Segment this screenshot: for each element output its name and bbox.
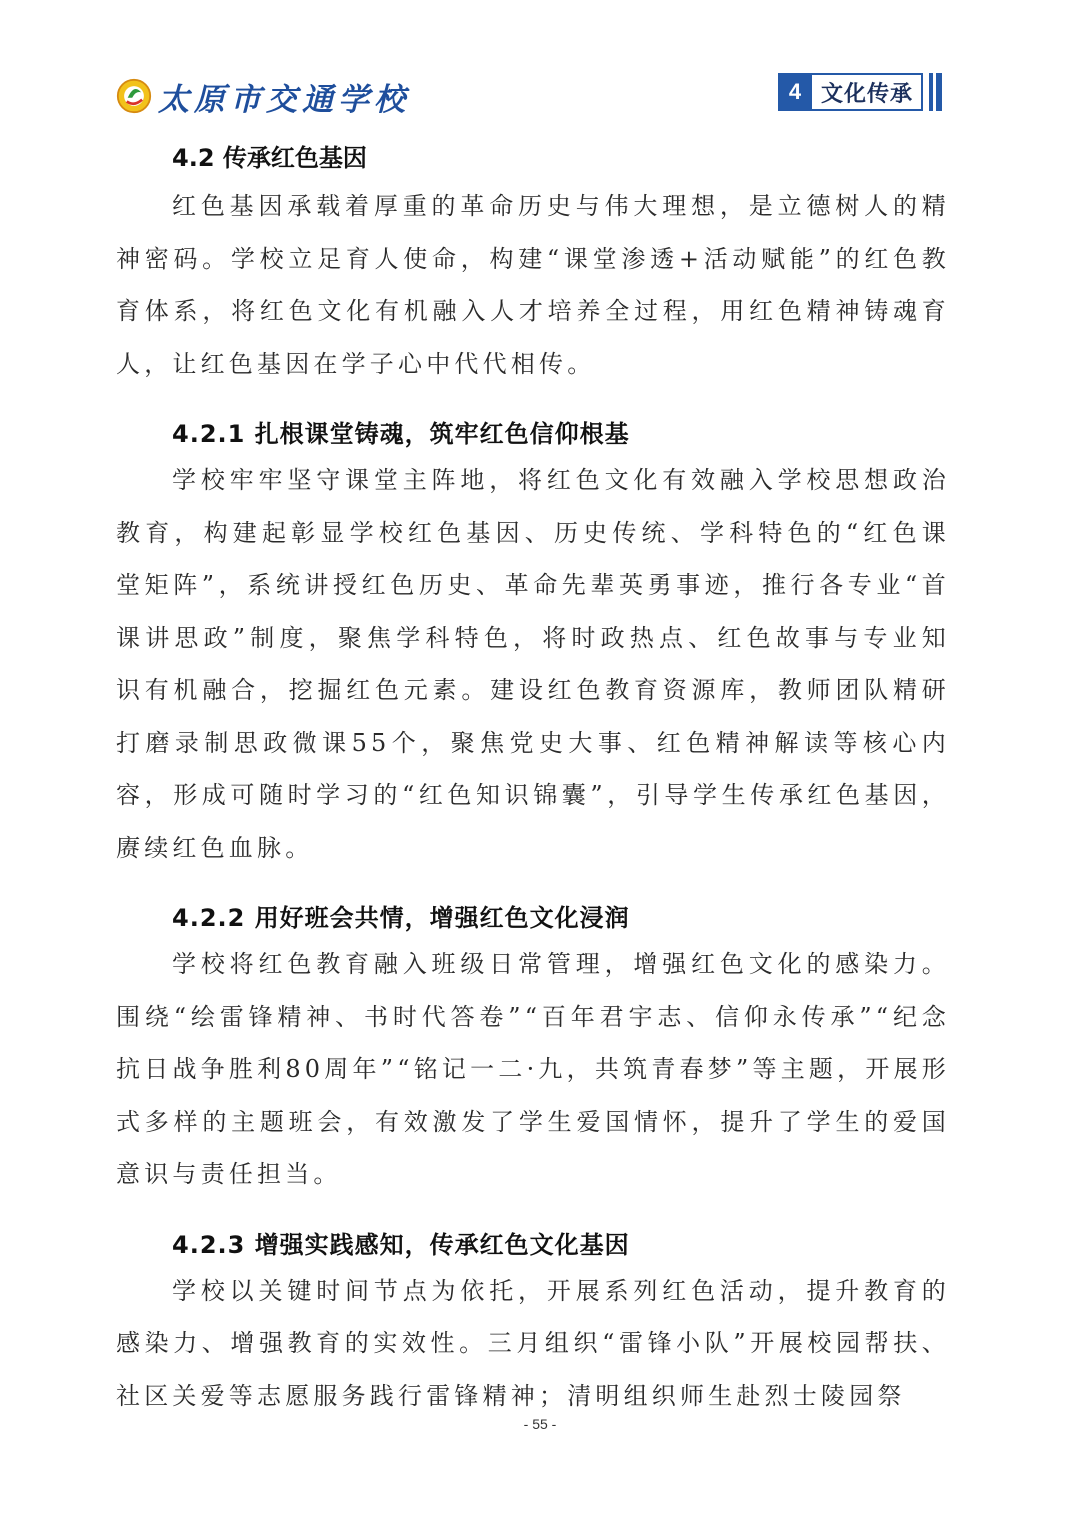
- section-paragraph: 学校以关键时间节点为依托，开展系列红色活动，提升教育的感染力、增强教育的实效性。三月组织“雷锋小队”开展校园帮扶、社区关爱等志愿服务践行雷锋精神；清明组织师生赴烈士陵园祭: [116, 1276, 950, 1410]
- chapter-tag: [778, 73, 942, 111]
- chapter-bar: [929, 73, 933, 111]
- chapter-bar: [936, 73, 942, 111]
- chapter-number: 4: [778, 73, 812, 111]
- subsection-heading: 4.2.2 用好班会共情，增强红色文化浸润: [172, 904, 630, 932]
- section-paragraph: 学校牢牢坚守课堂主阵地，将红色文化有效融入学校思想政治教育，构建起彰显学校红色基因、历史传统、学科特色的“红色课堂矩阵”，系统讲授红色历史、革命先辈英勇事迹，推行各专业“首课讲思政”制度，聚焦学科特色，将时政热点、红色故事与专业知识有机融合，挖掘红色元素。建设红色教育资源库，教师团队精研打磨录制思政微课55个，聚焦党史大事、红色精神解读等核心内容，形成可随时学习的“红色知识锦囊”，引导学生传承红色基因，赓续红色血脉。: [116, 466, 950, 862]
- school-emblem-icon: [116, 78, 152, 114]
- page-header: [0, 0, 1080, 130]
- page-number: - 55 -: [523, 1416, 557, 1432]
- chapter-decoration: [926, 73, 942, 111]
- section-paragraph: 红色基因承载着厚重的革命历史与伟大理想，是立德树人的精神密码。学校立足育人使命，构建“课堂渗透+活动赋能”的红色教育体系，将红色文化有机融入人才培养全过程，用红色精神铸魂育人，让红色基因在学子心中代代相传。: [116, 192, 950, 378]
- section-heading: 4.2 传承红色基因: [172, 144, 367, 172]
- school-logo: [116, 76, 410, 116]
- section-paragraph: 学校将红色教育融入班级日常管理，增强红色文化的感染力。围绕“绘雷锋精神、书时代答卷”“百年君宇志、信仰永传承”“纪念抗日战争胜利80周年”“铭记一二·九，共筑青春梦”等主题，开展形式多样的主题班会，有效激发了学生爱国情怀，提升了学生的爱国意识与责任担当。: [116, 950, 950, 1188]
- chapter-title: 文化传承: [812, 73, 923, 111]
- subsection-heading: 4.2.3 增强实践感知，传承红色文化基因: [172, 1230, 630, 1259]
- subsection-heading: 4.2.1 扎根课堂铸魂，筑牢红色信仰根基: [172, 420, 630, 448]
- page-body: [116, 136, 950, 1422]
- school-name: 太原市交通学校: [158, 81, 410, 118]
